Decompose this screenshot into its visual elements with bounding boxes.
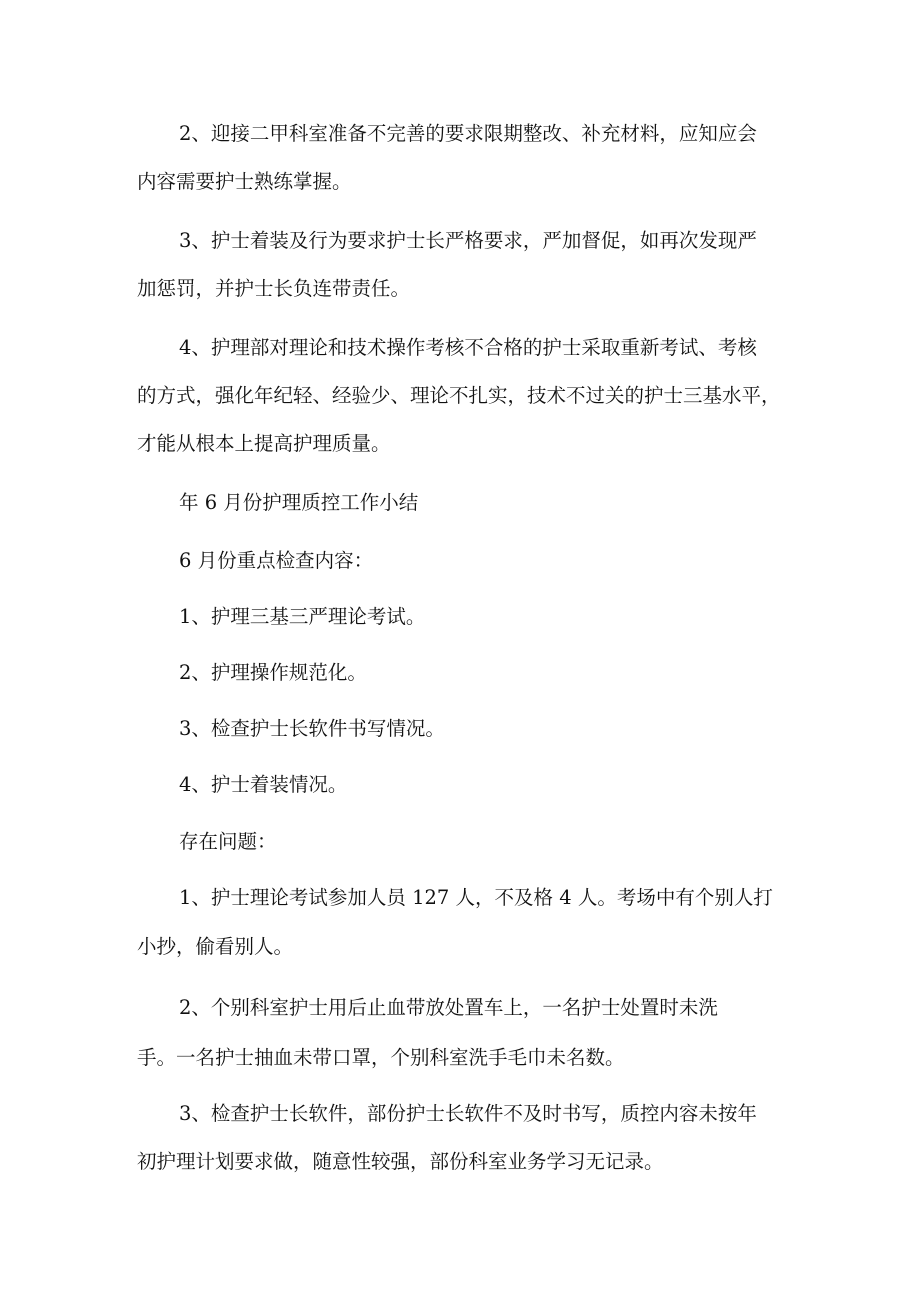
issue-item-2-line-2: 手。一名护士抽血未带口罩，个别科室洗手毛巾未名数。: [137, 1046, 625, 1069]
issue-item-2-line-1: 2、个别科室护士用后止血带放处置车上，一名护士处置时未洗: [179, 996, 718, 1019]
issue-item-1-line-1: 1、护士理论考试参加人员 127 人，不及格 4 人。考场中有个别人打: [179, 886, 773, 909]
focus-item-4: 4、护士着装情况。: [179, 773, 348, 796]
para-item-4-line-1: 4、护理部对理论和技术操作考核不合格的护士采取重新考试、考核: [179, 336, 757, 359]
para-item-4-line-3: 才能从根本上提高护理质量。: [137, 432, 391, 455]
section-title: 年 6 月份护理质控工作小结: [179, 491, 419, 514]
issue-item-1-line-2: 小抄，偷看别人。: [137, 935, 294, 958]
focus-heading: 6 月份重点检查内容：: [179, 549, 374, 572]
issue-item-3-line-1: 3、检查护士长软件，部份护士长软件不及时书写，质控内容未按年: [179, 1102, 757, 1125]
focus-item-1: 1、护理三基三严理论考试。: [179, 605, 426, 628]
issues-heading: 存在问题：: [179, 830, 277, 853]
para-item-2-line-2: 内容需要护士熟练掌握。: [137, 170, 352, 193]
focus-item-2: 2、护理操作规范化。: [179, 661, 367, 684]
para-item-3-line-1: 3、护士着装及行为要求护士长严格要求，严加督促，如再次发现严: [179, 229, 757, 252]
para-item-3-line-2: 加惩罚，并护士长负连带责任。: [137, 277, 411, 300]
focus-item-3: 3、检查护士长软件书写情况。: [179, 717, 445, 740]
para-item-2-line-1: 2、迎接二甲科室准备不完善的要求限期整改、补充材料，应知应会: [179, 122, 757, 145]
issue-item-3-line-2: 初护理计划要求做，随意性较强，部份科室业务学习无记录。: [137, 1150, 664, 1173]
para-item-4-line-2: 的方式，强化年纪轻、经验少、理论不扎实，技术不过关的护士三基水平，: [137, 384, 781, 407]
